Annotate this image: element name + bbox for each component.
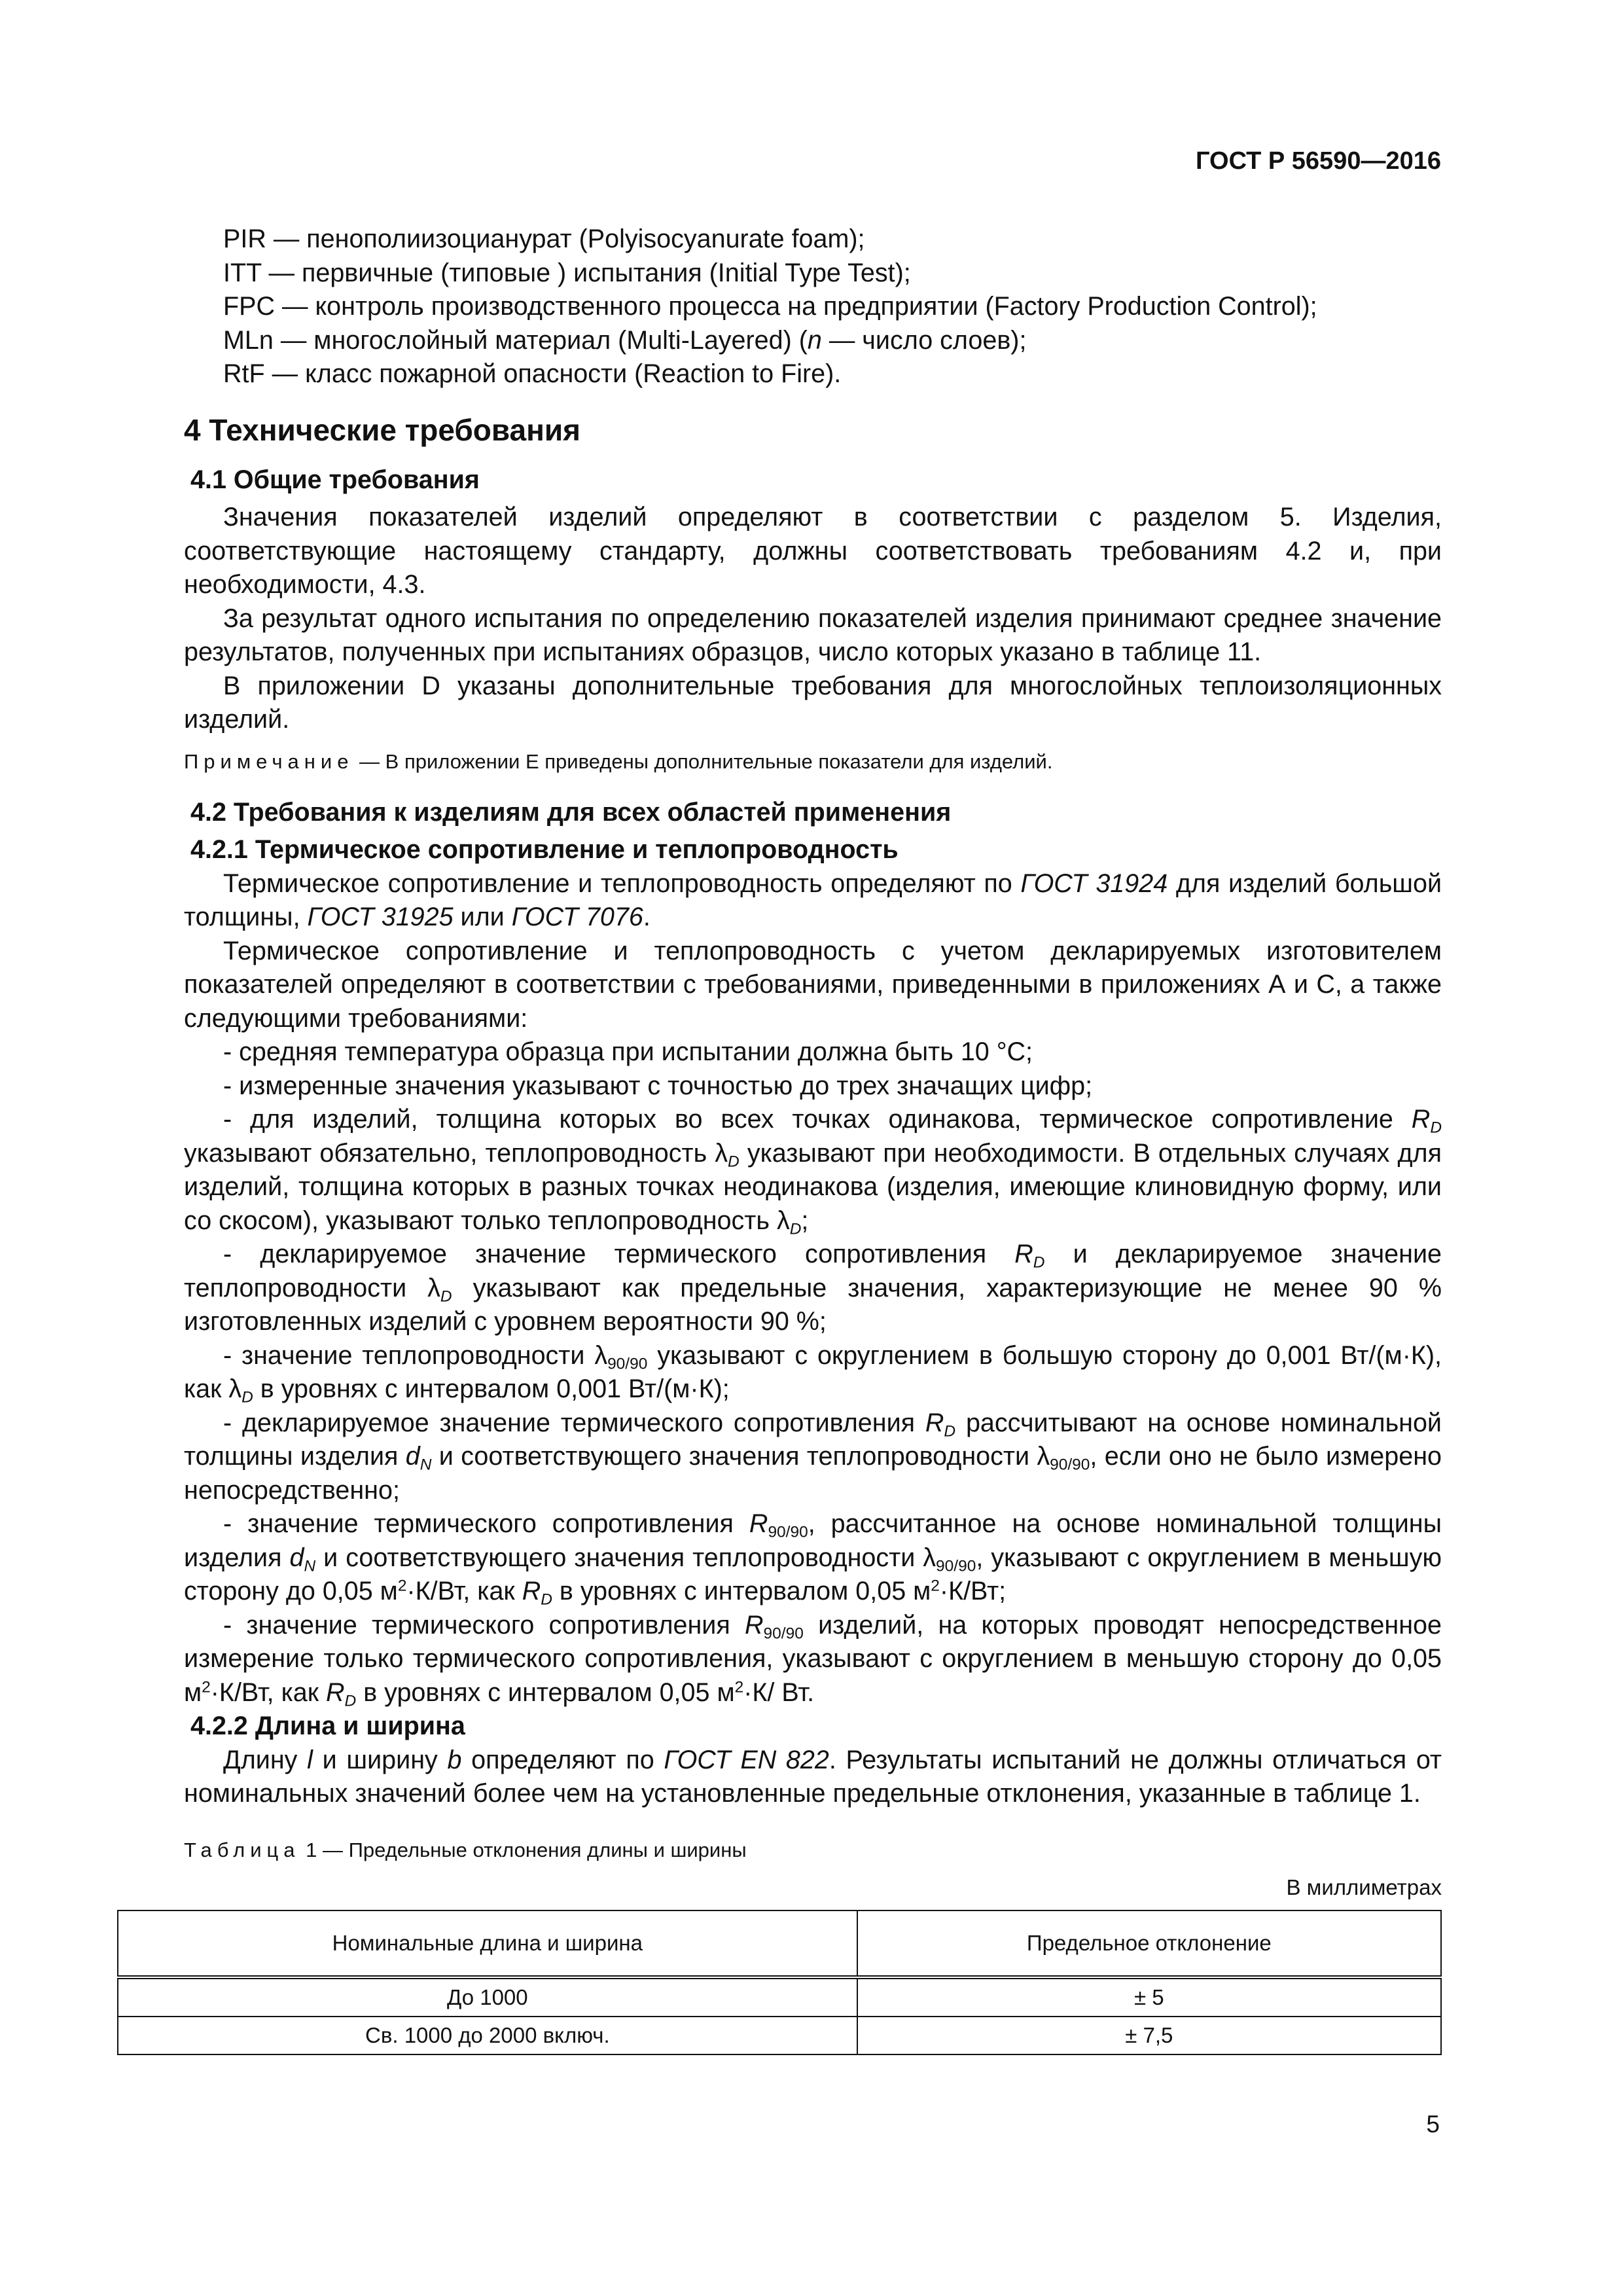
standard-reference: ГОСТ 31924: [1020, 869, 1168, 898]
abbrev-item: PIR — пенополиизоцианурат (Polyisocyanurate foam);: [223, 224, 865, 253]
abbrev-item: RtF — класс пожарной опасности (Reaction to Fire).: [223, 359, 842, 388]
standard-reference: ГОСТ EN 822: [664, 1745, 829, 1774]
table-row: [118, 2017, 1441, 2054]
list-item: - значение термического сопротивления $R_{90/90}$, рассчитанное на основе номинальной толщины изделия $d_N$ и соответствующего значения теплопроводности $\lambda_{90/90}$, указывают с округлением в меньшую сторону до 0,05 $м^2\cdot К/Вт$, как $R_D$ в уровнях с интервалом 0,05 $м^2\cdot К/Вт$;: [184, 1509, 1442, 1609]
paragraph: В приложении D указаны дополнительные требования для многослойных теплоизоляционных изделий.: [184, 671, 1442, 734]
table-caption: Таблица 1 — Предельные отклонения длины и ширины: [184, 1838, 747, 1861]
standard-reference: ГОСТ 7076: [511, 903, 643, 931]
table-cell: Св. 1000 до 2000 включ.: [118, 2017, 857, 2054]
n-symbol: n: [807, 325, 822, 355]
list-item: - декларируемое значение термического сопротивления $R_D$ и декларируемое значение теплопроводности $\lambda_D$ указывают как предельные значения, характеризующие не менее 90 % изготовленных изделий с уровнем вероятности 90 %;: [184, 1240, 1442, 1336]
limit-deviations-table: [117, 1910, 1442, 2055]
note: [184, 746, 1442, 778]
abbrev-item: ITT — первичные (типовые ) испытания (Initial Type Test);: [223, 258, 911, 287]
column-header: Предельное отклонение: [857, 1910, 1441, 1977]
section-title: 4 Технические требования: [184, 412, 580, 447]
list-item: - для изделий, толщина которых во всех точках одинакова, термическое сопротивление $R_D$ указывают обязательно, теплопроводность $\lambda_D$ указывают при необходимости. В отдельных случаях для изделий, толщина которых в разных точках неодинакова (изделия, имеющие клиновидную форму, или со скосом), указывают только теплопроводность $\lambda_D$;: [184, 1105, 1442, 1238]
list-item: - измеренные значения указывают с точностью до трех значащих цифр;: [223, 1071, 1093, 1100]
table-cell: До 1000: [118, 1977, 857, 2017]
subsubsection-title: 4.2.2 Длина и ширина: [190, 1712, 465, 1740]
page-content: [184, 223, 1442, 2055]
table-cell: ± 7,5: [857, 2017, 1441, 2054]
abbreviation-list: [184, 223, 1442, 391]
abbrev-item: MLn — многослойный материал (Multi-Layered) (n — число слоев);: [223, 325, 1027, 355]
paragraph: Значения показателей изделий определяют в соответствии с разделом 5. Изделия, соответствующие настоящему стандарту, должны соответствовать требованиям 4.2 и, при необходимости, 4.3.: [184, 503, 1442, 599]
list-item: - значение термического сопротивления $R_{90/90}$ изделий, на которых проводят непосредственное измерение только термического сопротивления, указывают с округлением в меньшую сторону до 0,05 $м^2\cdot К/Вт$, как $R_D$ в уровнях с интервалом 0,05 $м^2\cdot К/$ Вт.: [184, 1610, 1442, 1710]
table-units: В миллиметрах: [1286, 1875, 1442, 1899]
paragraph: За результат одного испытания по определению показателей изделия принимают среднее значение результатов, полученных при испытаниях образцов, число которых указано в таблице 11.: [184, 603, 1442, 666]
list-item: - значение теплопроводности $\lambda_{90/90}$ указывают с округлением в большую сторону до 0,001 Вт/(м·К), как $\lambda_D$ в уровнях с интервалом 0,001 Вт/(м·К);: [184, 1340, 1442, 1407]
note-text: — В приложении Е приведены дополнительные показатели для изделий.: [353, 749, 1053, 773]
paragraph: Термическое сопротивление и теплопроводность с учетом декларируемых изготовителем показателей определяют в соответствии с требованиями, приведенными в приложениях А и С, а также следующими требованиями:: [184, 936, 1442, 1033]
column-header: Номинальные длина и ширина: [118, 1910, 857, 1977]
document-header: ГОСТ Р 56590—2016: [1196, 147, 1441, 175]
table-row: [118, 1977, 1441, 2017]
subsubsection-title: 4.2.1 Термическое сопротивление и теплопроводность: [190, 835, 899, 864]
table-cell: ± 5: [857, 1977, 1441, 2017]
subsection-title: 4.1 Общие требования: [190, 465, 480, 494]
list-item: - декларируемое значение термического сопротивления $R_D$ рассчитывают на основе номинальной толщины изделия $d_N$ и соответствующего значения теплопроводности $\lambda_{90/90}$, если оно не было измерено непосредственно;: [184, 1408, 1442, 1505]
paragraph: Термическое сопротивление и теплопроводность определяют по ГОСТ 31924 для изделий большой толщины, ГОСТ 31925 или ГОСТ 7076.: [184, 869, 1442, 931]
list-item: - средняя температура образца при испытании должна быть 10 °С;: [223, 1037, 1033, 1066]
note-label: Примечание: [184, 749, 354, 773]
subsection-title: 4.2 Требования к изделиям для всех областей применения: [190, 797, 952, 827]
paragraph: Длину l и ширину b определяют по ГОСТ EN 822. Результаты испытаний не должны отличаться от номинальных значений более чем на установленные предельные отклонения, указанные в таблице 1.: [184, 1745, 1442, 1808]
standard-reference: ГОСТ 31925: [307, 903, 454, 931]
abbrev-item: FPC — контроль производственного процесса на предприятии (Factory Production Control);: [223, 292, 1317, 321]
page-number: 5: [1426, 2111, 1440, 2138]
